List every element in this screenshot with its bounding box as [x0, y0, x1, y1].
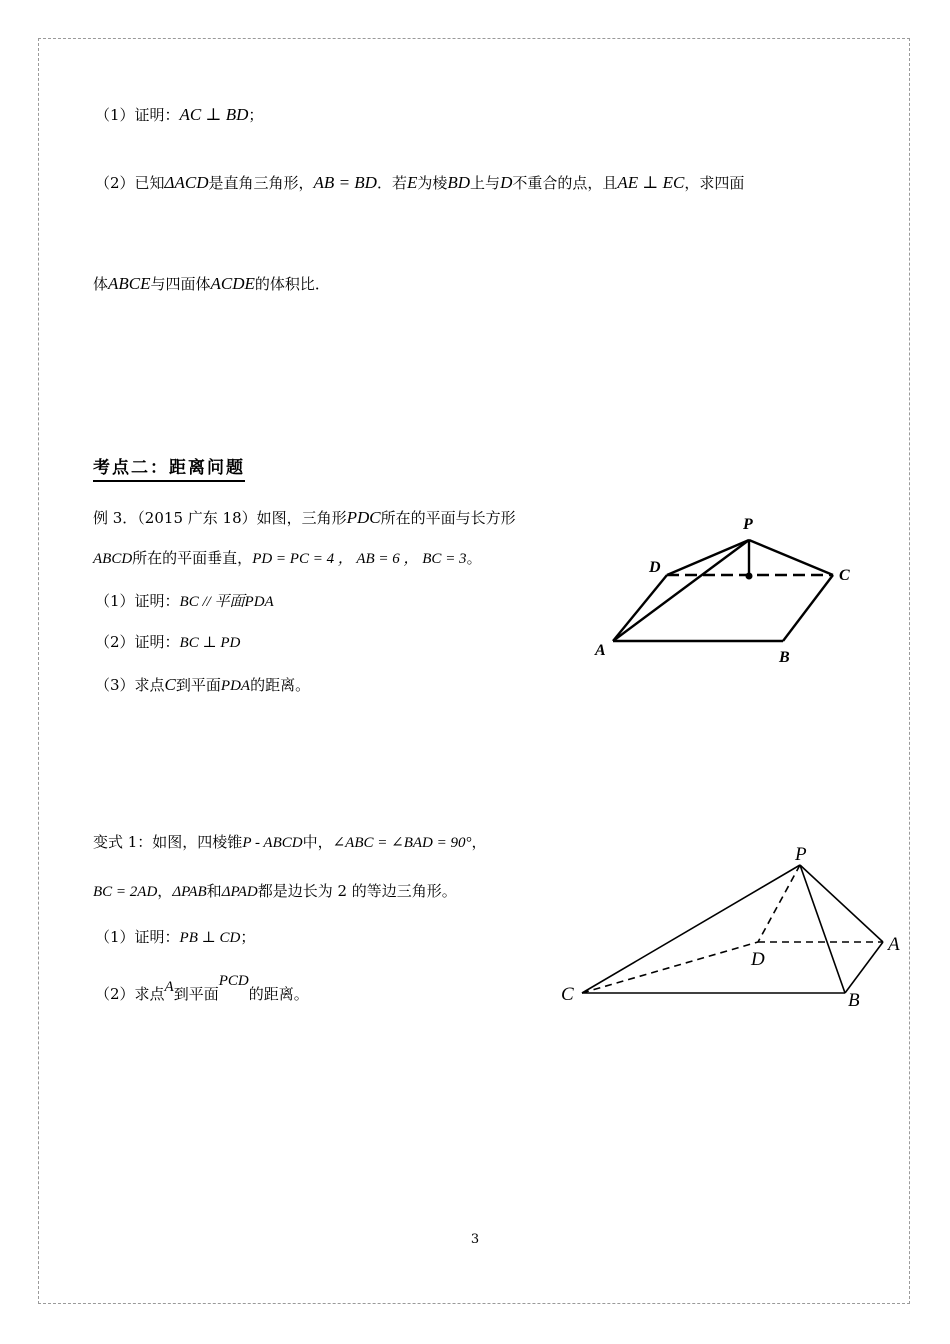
- edge-PA: [800, 865, 883, 942]
- math: BC // 平面PDA: [179, 594, 274, 610]
- math: E: [406, 173, 418, 192]
- text: （2）求点: [95, 985, 165, 1003]
- page-border: [38, 38, 910, 1304]
- math: D: [500, 173, 513, 192]
- label-B: B: [779, 649, 790, 666]
- math: PCD: [218, 973, 249, 989]
- text: 都是边长为 2 的等边三角形。: [257, 882, 457, 900]
- text: 是直角三角形，: [208, 174, 314, 192]
- math: BD: [447, 173, 471, 192]
- figure-example3: [585, 505, 865, 670]
- text: 的距离。: [248, 985, 309, 1003]
- text: （1）证明：: [95, 592, 180, 610]
- math: ∠ABC = ∠BAD = 90°: [332, 835, 472, 851]
- text: 例 3．（2015 广东 18）如图，三角形: [93, 509, 347, 527]
- label-B: B: [848, 990, 860, 1011]
- variant1-q1: [95, 927, 255, 948]
- example3-intro: [93, 508, 516, 528]
- math: ΔPAB: [172, 884, 207, 900]
- math: PDA: [220, 678, 251, 694]
- variant1-q2: [95, 973, 309, 1005]
- text: 所在的平面垂直，: [132, 549, 253, 567]
- label-C: C: [839, 567, 850, 584]
- prev-q2: [95, 173, 744, 193]
- math: BC ⊥ PD: [179, 635, 241, 651]
- example3-line2: [93, 548, 482, 569]
- text: （2）证明：: [95, 633, 180, 651]
- edge-PC: [582, 865, 800, 993]
- label-A: A: [595, 642, 606, 659]
- math: ΔACD: [164, 173, 209, 192]
- text: 和: [206, 882, 222, 900]
- variant1-line1: [93, 832, 487, 853]
- text: 不重合的点，且: [512, 174, 618, 192]
- math: PB ⊥ CD: [179, 930, 241, 946]
- text: 的体积比．: [254, 275, 330, 293]
- edge-PC: [749, 540, 833, 575]
- text: ；: [248, 106, 264, 124]
- page-number: 3: [470, 1232, 480, 1247]
- variant1-line2: [93, 881, 457, 902]
- foot-point: [746, 573, 753, 580]
- math: PDC: [346, 508, 381, 527]
- math: AC ⊥ BD: [179, 105, 249, 124]
- text: ，: [471, 833, 487, 851]
- math: A: [164, 979, 174, 995]
- edge-BA: [845, 942, 883, 993]
- text: （3）求点: [95, 676, 165, 694]
- example3-q3: [95, 675, 310, 696]
- math: ACDE: [210, 274, 255, 293]
- example3-q2: [95, 632, 240, 653]
- edge-BC: [783, 575, 833, 641]
- math: PD = PC = 4 ， AB = 6 ， BC = 3: [252, 551, 467, 567]
- text: 中，: [302, 833, 333, 851]
- text: 上与: [470, 174, 501, 192]
- math: BC = 2AD: [93, 884, 158, 900]
- text: ；: [240, 928, 256, 946]
- section-heading: 考点二：距离问题: [93, 457, 245, 482]
- label-C: C: [561, 984, 574, 1005]
- text: （2）已知: [95, 174, 165, 192]
- math: C: [164, 675, 176, 694]
- text: 变式 1：如图，四棱锥: [93, 833, 243, 851]
- figure-variant1: [555, 840, 910, 1015]
- text: 到平面: [175, 676, 221, 694]
- math: ABCE: [108, 274, 151, 293]
- prev-q1: [95, 105, 263, 125]
- text: ．若: [376, 174, 407, 192]
- math: AB = BD: [313, 173, 377, 192]
- edge-PA: [613, 540, 749, 641]
- text: 为棱: [417, 174, 448, 192]
- label-A: A: [888, 934, 900, 955]
- label-P: P: [795, 844, 807, 865]
- label-D: D: [751, 949, 765, 970]
- math: AE ⊥ EC: [617, 173, 685, 192]
- prev-q2-cont: [93, 274, 330, 294]
- text: 所在的平面与长方形: [380, 509, 516, 527]
- edge-PB: [800, 865, 845, 993]
- text: 的距离。: [250, 676, 311, 694]
- text: ，: [157, 882, 173, 900]
- edge-CD: [582, 942, 758, 993]
- text: ，求四面: [684, 174, 745, 192]
- example3-q1: [95, 591, 274, 612]
- math: P - ABCD: [242, 835, 303, 851]
- math: ABCD: [93, 551, 133, 567]
- text: （1）证明：: [95, 106, 180, 124]
- text: 与四面体: [150, 275, 211, 293]
- text: （1）证明：: [95, 928, 180, 946]
- math: ΔPAD: [221, 884, 258, 900]
- text: 到平面: [173, 985, 219, 1003]
- text: 体: [93, 275, 109, 293]
- text: 。: [466, 549, 482, 567]
- label-P: P: [743, 516, 753, 533]
- label-D: D: [649, 559, 661, 576]
